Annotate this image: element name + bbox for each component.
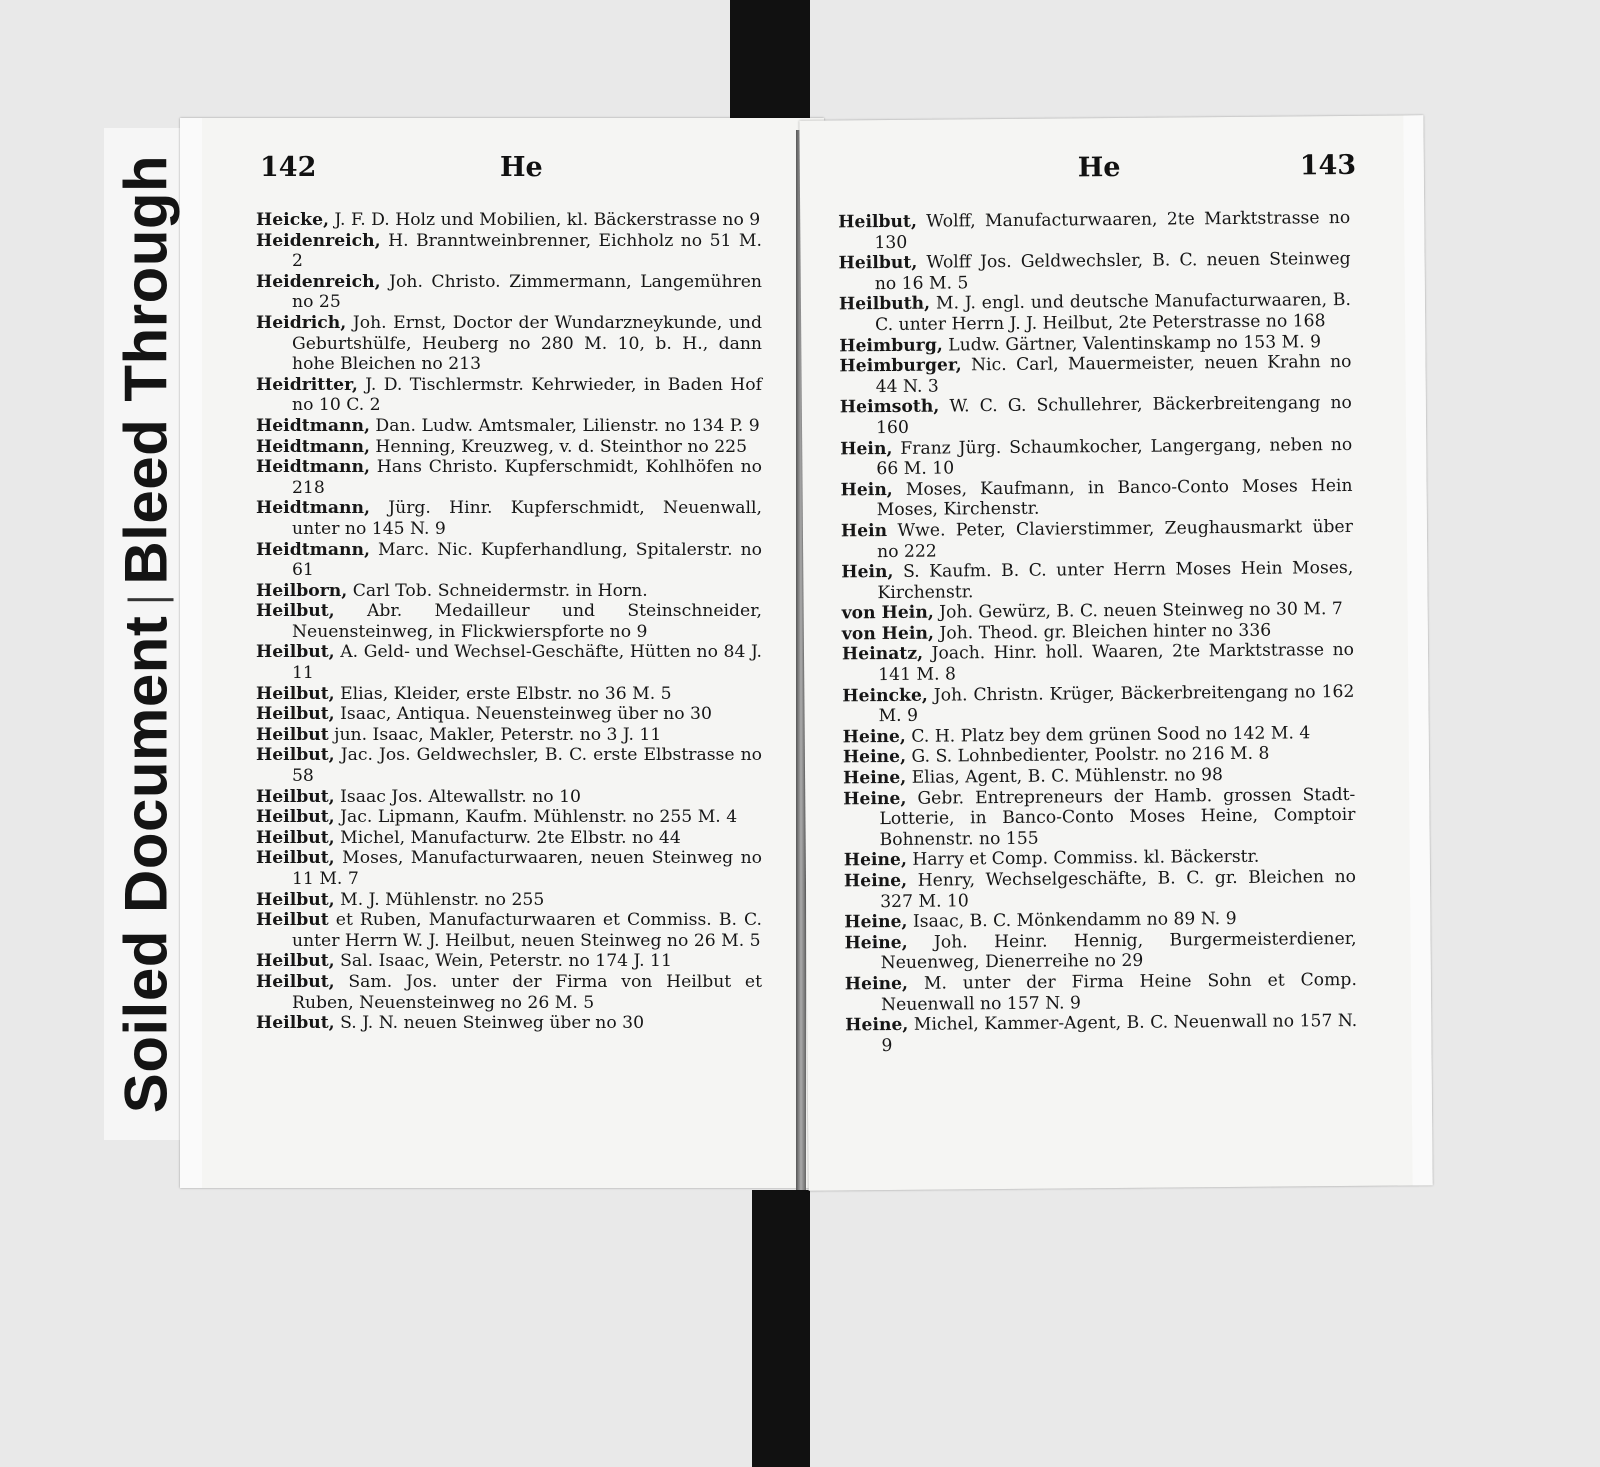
entry-name: Heidenreich, [256,230,381,251]
entry-name: Heidenreich, [256,271,381,292]
entry-name: von Hein, [841,623,935,645]
right-page-number: 143 [1299,149,1357,182]
entry-details: Joh. Theod. gr. Bleichen hinter no 336 [933,620,1272,644]
directory-entry [844,929,1356,975]
directory-entry [839,290,1351,336]
entry-details: Abr. Medailleur und Steinschneider, Neuensteinweg, in Flickwierspforte no 9 [292,601,762,642]
directory-entry [840,434,1352,480]
entry-details: G. S. Lohnbedienter, Poolstr. no 216 M. 8 [905,744,1270,768]
entry-name: Heidtmann, [256,498,370,519]
entry-details: Franz Jürg. Schaumkocher, Langergang, neben no 66 M. 10 [876,434,1353,480]
entry-name: Heilbut [256,724,329,745]
entry-name: Heine, [844,912,908,933]
entry-details: Wwe. Peter, Clavierstimmer, Zeughausmarkt über no 222 [877,516,1353,562]
directory-entry [838,208,1350,254]
entry-details: Jürg. Hinr. Kupferschmidt, Neuenwall, unter no 145 N. 9 [292,498,762,539]
directory-entry [840,476,1352,522]
directory-entry [839,249,1351,295]
entry-details: Joach. Hinr. holl. Waaren, 2te Marktstrasse no 141 M. 8 [878,640,1355,686]
directory-entry [841,558,1353,604]
entry-details: Elias, Kleider, erste Elbstr. no 36 M. 5 [334,683,672,704]
left-entry-list [256,210,762,1034]
entry-name: Heilbut, [256,642,335,663]
entry-details: Elias, Agent, B. C. Mühlenstr. no 98 [906,765,1224,788]
directory-entry [256,272,762,313]
entry-name: Heidtmann, [256,436,370,457]
directory-entry [844,867,1356,913]
left-page-running-head: He [500,152,543,183]
entry-name: Heine, [845,1014,909,1036]
directory-entry [256,745,762,786]
directory-entry [256,1013,762,1034]
entry-details: Joh. Christo. Zimmermann, Langemühren no 25 [292,271,762,313]
entry-details: J. D. Tischlermstr. Kehrwieder, in Baden Hof no 10 C. 2 [292,374,762,416]
side-label-bleed-through: Bleed Through [112,154,180,585]
entry-name: Heidtmann, [256,415,370,436]
entry-details: M. J. Mühlenstr. no 255 [334,889,545,910]
directory-entry [845,1011,1357,1057]
entry-details: Joh. Christn. Krüger, Bäckerbreitengang no 162 M. 9 [878,681,1355,727]
entry-name: Heimsoth, [839,396,940,418]
entry-details: Isaac Jos. Altewallstr. no 10 [334,786,581,807]
entry-details: Michel, Manufacturw. 2te Elbstr. no 44 [334,827,681,848]
entry-name: Heine, [843,850,908,871]
entry-name: Heine, [843,870,908,892]
directory-entry [845,970,1357,1016]
entry-details: S. J. N. neuen Steinweg über no 30 [334,1013,645,1034]
entry-name: Heine, [842,726,906,748]
entry-details: A. Geld- und Wechsel-Geschäfte, Hütten no 84 J. 11 [292,642,762,684]
right-page-header [800,149,1404,194]
entry-details: Dan. Ludw. Amtsmaler, Lilienstr. no 134 P. 9 [369,415,760,436]
entry-details: Joh. Heinr. Hennig, Burgermeisterdiener, Neuenweg, Dienerreihe no 29 [880,928,1357,974]
entry-details: Hans Christo. Kupferschmidt, Kohlhöfen no 218 [292,457,762,498]
entry-name: Heinatz, [841,644,924,665]
entry-name: Heilbut, [838,211,917,233]
directory-entry [256,890,762,911]
directory-entry [840,393,1352,439]
entry-details: Harry et Comp. Commiss. kl. Bäckerstr. [906,847,1260,871]
entry-name: Heine, [844,932,908,954]
entry-name: Heilbut, [256,889,335,910]
entry-details: Moses, Kaufmann, in Banco-Conto Moses Hein Moses, Kirchenstr. [876,475,1353,521]
entry-details: Gebr. Entrepreneurs der Hamb. grossen Stadt-Lotterie, in Banco-Conto Moses Heine, Comptoir Bohnenstr. no 155 [879,784,1356,850]
entry-name: Heilbut, [256,1013,335,1034]
entry-details: Henry, Wechselgeschäfte, B. C. gr. Bleichen no 327 M. 10 [880,866,1357,912]
entry-name: Heilbut, [256,951,335,972]
entry-details: Joh. Gewürz, B. C. neuen Steinweg no 30 M. 7 [933,599,1343,623]
entry-name: Heilbut, [256,704,335,725]
binder-clip-bottom [752,1190,810,1467]
entry-details: jun. Isaac, Makler, Peterstr. no 3 J. 11 [328,724,662,745]
directory-entry [256,725,762,746]
side-label-separator [128,599,174,602]
left-page-header [202,152,824,192]
entry-details: W. C. G. Schullehrer, Bäckerbreitengang no 160 [875,393,1352,439]
entry-name: Heidtmann, [256,457,370,478]
directory-entry [256,910,762,951]
entry-name: Heilbut, [256,827,335,848]
entry-details: Nic. Carl, Mauermeister, neuen Krahn no 44 N. 3 [875,352,1352,397]
directory-entry [839,352,1351,398]
entry-name: Heilbut, [256,848,335,869]
entry-name: Heilbut [256,910,329,931]
directory-entry [256,704,762,725]
entry-details: Sam. Jos. unter der Firma von Heilbut et Ruben, Neuensteinweg no 26 M. 5 [292,971,762,1013]
right-entry-list [838,208,1357,1057]
entry-details: H. Branntweinbrenner, Eichholz no 51 M. 2 [292,230,762,272]
directory-entry [256,457,762,498]
entry-name: Heine, [844,973,909,995]
entry-name: Hein, [841,562,894,583]
directory-entry [256,498,762,539]
entry-details: Henning, Kreuzweg, v. d. Steinthor no 225 [369,436,748,457]
entry-details: Isaac, Antiqua. Neuensteinweg über no 30 [334,704,712,725]
directory-entry [256,416,762,437]
entry-name: Heincke, [842,685,928,707]
entry-name: Heilbut, [256,683,335,704]
directory-entry [256,210,762,231]
directory-entry [256,231,762,272]
directory-entry [256,581,762,602]
right-page-running-head: He [1077,151,1121,184]
left-page-number: 142 [260,152,317,183]
entry-name: Heilbut, [838,252,918,274]
right-page [799,115,1432,1190]
left-page [180,118,824,1188]
directory-entry [256,807,762,828]
directory-entry [256,951,762,972]
entry-details: S. Kaufm. B. C. unter Herrn Moses Hein Moses, Kirchenstr. [877,558,1354,603]
side-label-soiled-document: Soiled Document [112,615,180,1114]
side-label [104,128,188,1140]
entry-name: Heilbut, [256,786,335,807]
entry-details: Isaac, B. C. Mönkendamm no 89 N. 9 [907,909,1237,933]
entry-name: Heilborn, [256,580,348,601]
side-label-text [112,155,181,1113]
directory-entry [256,437,762,458]
entry-name: Hein, [840,438,893,459]
entry-name: Hein, [840,479,893,501]
entry-details: J. F. D. Holz und Mobilien, kl. Bäckerstrasse no 9 [329,210,761,230]
entry-name: Heilbuth, [838,293,931,315]
directory-entry [256,684,762,705]
entry-name: Heidrich, [256,312,347,333]
directory-entry [843,785,1356,851]
entry-details: M. J. engl. und deutsche Manufacturwaaren, B. C. unter Herrn J. J. Heilbut, 2te Peterstrasse no 168 [875,290,1352,336]
directory-entry [841,517,1353,563]
entry-name: Heidritter, [256,374,358,395]
entry-name: Heine, [843,788,907,810]
entry-details: et Ruben, Manufacturwaaren et Commiss. B. C. unter Herrn W. J. Heilbut, neuen Steinweg no 26 M. 5 [292,910,762,951]
binder-clip-top [730,0,810,132]
entry-name: Heimburg, [839,335,943,356]
entry-name: Heine, [842,767,907,789]
directory-entry [256,642,762,683]
directory-entry [256,540,762,581]
entry-details: M. unter der Firma Heine Sohn et Comp. Neuenwall no 157 N. 9 [880,969,1357,1015]
entry-details: Jac. Lipmann, Kaufm. Mühlenstr. no 255 M. 4 [334,807,738,828]
directory-entry [256,787,762,808]
entry-name: Heine, [842,747,907,768]
directory-entry [256,848,762,889]
entry-details: Joh. Ernst, Doctor der Wundarzneykunde, und Geburtshülfe, Heuberg no 280 M. 10, b. H., dann hohe Bleichen no 213 [292,312,762,375]
entry-name: Heidtmann, [256,539,370,560]
directory-entry [256,601,762,642]
entry-name: Heimburger, [839,355,962,377]
entry-details: Carl Tob. Schneidermstr. in Horn. [347,580,648,601]
entry-name: Heilbut, [256,971,335,992]
directory-entry [842,640,1354,686]
entry-name: Hein [840,520,888,542]
entry-details: C. H. Platz bey dem grünen Sood no 142 M. 4 [905,723,1311,747]
directory-entry [256,972,762,1013]
entry-name: Heilbut, [256,745,335,766]
entry-details: Michel, Kammer-Agent, B. C. Neuenwall no 157 N. 9 [881,1011,1358,1056]
entry-details: Moses, Manufacturwaaren, neuen Steinweg no 11 M. 7 [292,848,762,889]
entry-details: Wolff Jos. Geldwechsler, B. C. neuen Steinweg no 16 M. 5 [874,249,1351,294]
directory-entry [256,828,762,849]
entry-name: Heilbut, [256,807,335,828]
entry-details: Marc. Nic. Kupferhandlung, Spitalerstr. no 61 [292,539,762,581]
entry-name: Heicke, [256,210,329,230]
entry-details: Jac. Jos. Geldwechsler, B. C. erste Elbstrasse no 58 [292,745,762,787]
directory-entry [842,682,1354,728]
entry-details: Wolff, Manufacturwaaren, 2te Marktstrasse no 130 [874,207,1351,253]
entry-details: Ludw. Gärtner, Valentinskamp no 153 M. 9 [942,331,1322,356]
directory-entry [256,375,762,416]
entry-name: Heilbut, [256,601,335,622]
entry-name: von Hein, [841,602,934,624]
entry-details: Sal. Isaac, Wein, Peterstr. no 174 J. 11 [334,951,672,972]
directory-entry [256,313,762,375]
